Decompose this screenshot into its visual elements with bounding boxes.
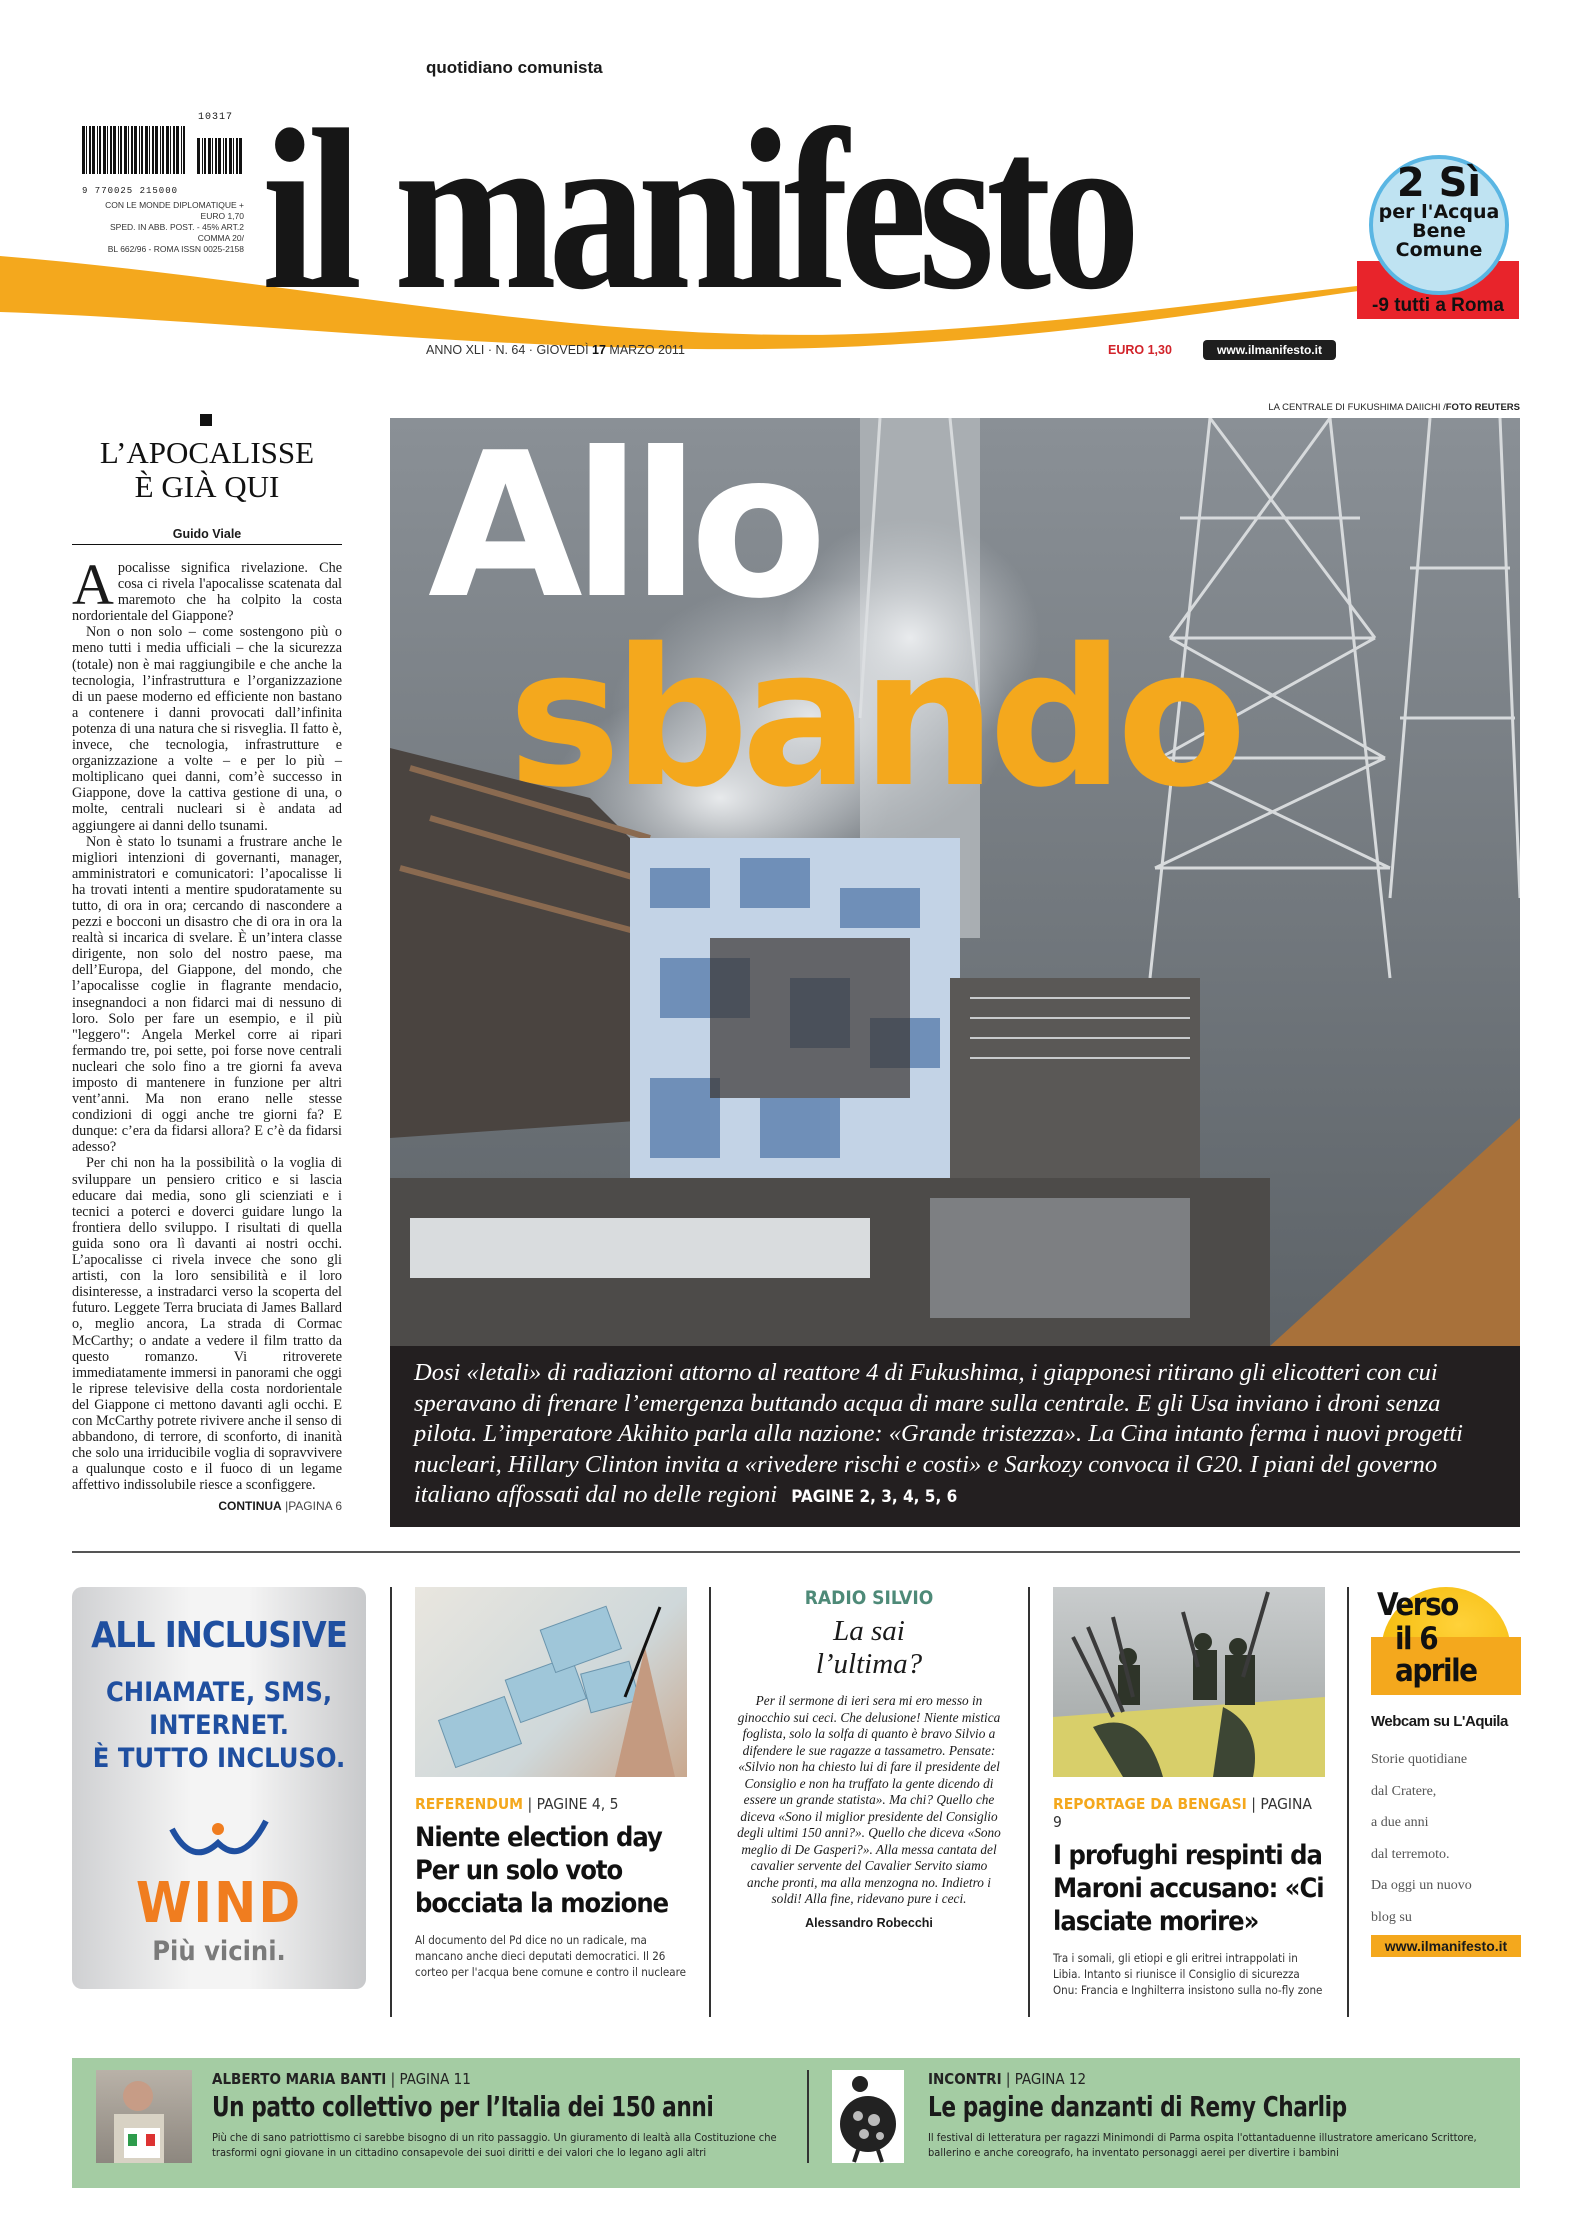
promo-line: Da oggi un nuovo <box>1371 1878 1472 1893</box>
barcode-bar <box>92 126 95 174</box>
tagline: quotidiano comunista <box>426 58 603 77</box>
divider <box>72 1551 1520 1553</box>
paragraph: Apocalisse significa rivelazione. Che cosa ci rivela l'apocalisse scatenata dal maremoto che ha colpito la costa nordorientale del Giappone? <box>72 552 342 625</box>
radio-silvio-column[interactable] <box>733 1587 1005 1930</box>
wind-advertisement[interactable] <box>72 1587 366 1989</box>
paragraph: Non o non solo – come sostengono più o meno tutti i media ufficiali – che la sicurezza (totale) non è mai raggiungibile e che anche la tecnologia, l’infrastruttura e l’organizzazione di un paese moderno ed efficiente non bastano a contenere i danni provocati dall’infinita potenza di una natura che si risveglia. Il fatto è, invece, che tecnologia, infrastrutture e organizzazione a volte – e per lo più – moltiplicano quei danni, com’è successo in Giappone, dove la cattiva gestione di una, o molte, centrali nucleari si è andata ad aggiungere ai danni dello tsunami. <box>72 624 342 834</box>
ballot-photo <box>415 1587 687 1777</box>
barcode-info-line: CON LE MONDE DIPLOMATIQUE + EURO 1,70 <box>105 200 244 221</box>
teaser[interactable]: ALBERTO MARIA BANTI | PAGINA 11 Un patto collettivo per l’Italia dei 150 anni Più che di sano patriottismo ci sarebbe bisogno di un rito passaggio. Un giuramento di lealtà alla Costituzione che trasformi ogni giovane in un cittadino consapevole dei suoi diritti e dei valori che lo legano agli altri <box>212 2070 797 2160</box>
barcode-addon-number: 10317 <box>198 112 234 123</box>
main-story-summary[interactable] <box>390 1346 1520 1527</box>
promo-subtitle: Webcam su L'Aquila <box>1371 1713 1508 1730</box>
column-title-line: l’ultima? <box>815 1648 923 1680</box>
barcode-bar <box>103 126 106 174</box>
barcode-bar <box>166 126 169 174</box>
barcode-icon <box>82 126 246 186</box>
editorial-author: Guido Viale <box>72 527 342 545</box>
story-headline: Niente election day Per un solo voto bocciata la mozione <box>415 1822 669 1919</box>
teaser-page: PAGINA 12 <box>1014 2070 1087 2088</box>
barcode-bar <box>170 126 171 174</box>
promo-url-link[interactable]: www.ilmanifesto.it <box>1371 1935 1521 1957</box>
teaser-headline: Un patto collettivo per l’Italia dei 150 anni <box>212 2090 714 2123</box>
editorial-title-line: È GIÀ QUI <box>134 469 280 504</box>
barcode-bar <box>134 126 137 174</box>
barcode-bar <box>118 126 119 174</box>
continue-label: CONTINUA <box>218 1499 282 1514</box>
barcode <box>82 126 246 186</box>
newspaper-logo: il manifesto <box>262 82 1132 337</box>
barcode-bar <box>141 126 143 174</box>
barcode-bar <box>149 126 150 174</box>
column-title <box>733 1615 1005 1681</box>
page-ref: PAGINE 4, 5 <box>536 1795 619 1813</box>
column-divider <box>709 1587 711 2017</box>
story-kicker: REFERENDUM | PAGINE 4, 5 <box>415 1795 619 1813</box>
barcode-bar <box>89 126 91 174</box>
teaser-summary: Il festival di letteratura per ragazzi Minimondi di Parma ospita l'ottantaduenne illustratore americano Scrittore, ballerino e anche coreografo, ha inventato personaggi aerei per divertire i bambini <box>928 2131 1477 2159</box>
person-photo <box>96 2070 192 2163</box>
photo-source: FOTO REUTERS <box>1445 402 1520 413</box>
bengasi-story[interactable] <box>1053 1587 1325 1998</box>
barcode-bar <box>145 126 148 174</box>
barcode-bar <box>204 138 206 174</box>
bottom-teasers <box>72 2058 1520 2188</box>
price: EURO 1,30 <box>1108 343 1172 357</box>
teaser-page: PAGINA 11 <box>399 2070 471 2088</box>
barcode-bar <box>183 126 185 174</box>
barcode-bar <box>128 126 129 174</box>
barcode-bar <box>181 126 182 174</box>
headline-sbando: sbando <box>508 608 1240 829</box>
kicker-label: REFERENDUM <box>415 1795 524 1813</box>
barcode-bar <box>197 138 200 174</box>
issue-info <box>426 342 685 358</box>
promo-title: il 6 aprile <box>1395 1621 1477 1689</box>
badge-line: Comune <box>1395 239 1483 261</box>
headline-allo: Allo <box>428 418 818 643</box>
referendum-badge <box>1357 151 1519 319</box>
teaser-kicker: INCONTRI <box>928 2070 1002 2088</box>
editorial-title-line: L’APOCALISSE <box>99 435 315 470</box>
banti-thumbnail <box>96 2070 192 2163</box>
issue-day: 17 <box>592 343 606 357</box>
barcode-bar <box>160 126 161 174</box>
promo-line: dal terremoto. <box>1371 1846 1450 1862</box>
story-kicker: REPORTAGE DA BENGASI | PAGINA 9 <box>1053 1795 1312 1831</box>
barcode-bar <box>110 126 112 174</box>
barcode-bar <box>155 126 158 174</box>
tank-photo <box>1053 1587 1325 1777</box>
promo-line: blog su <box>1371 1909 1412 1925</box>
dancer-illustration <box>832 2070 904 2163</box>
barcode-bar <box>162 126 164 174</box>
column-divider <box>1028 1587 1030 2017</box>
story-summary: Al documento del Pd dice no un radicale, ma mancano anche dieci deputati democratici. Il 26 corteo per l'acqua bene comune e contro il nucleare <box>415 1933 686 1979</box>
barcode-number: 9 770025 215000 <box>82 186 179 196</box>
column-divider <box>390 1587 392 2017</box>
promo-line: a due anni <box>1371 1815 1429 1830</box>
column-kicker: RADIO SILVIO <box>804 1587 934 1609</box>
barcode-bar <box>107 126 108 174</box>
barcode-bar <box>173 126 175 174</box>
teaser-divider <box>807 2070 809 2163</box>
barcode-info-line: BL 662/96 - ROMA ISSN 0025-2158 <box>107 244 244 254</box>
ad-headline: ALL INCLUSIVE <box>91 1615 347 1656</box>
promo-line: Storie quotidiane <box>1371 1752 1468 1767</box>
promo-title: Verso <box>1377 1587 1458 1623</box>
barcode-bar <box>229 138 232 174</box>
barcode-bar <box>208 138 211 174</box>
paragraph: Per chi non ha la possibilità o la voglia di sviluppare un pensiero critico e si lascia educare dai media, sono gli scienziati e i tecnici a poterci e doverci guidare lungo la frontiera dello sviluppo. I risultati di quella guida sono ora lì davanti ai nostri occhi. L’apocalisse ci rivela invece che sono gli artisti, con la loro sensibilità e il loro disinteresse, a instradarci verso la scoperta del futuro. Leggete Terra bruciata di James Ballard o, meglio ancora, La strada di Cormac McCarthy; o andate a vedere il film tratto da questo romanzo. Vi ritroverete immediatamente immersi in panorami che oggi le riprese televisive della costa nordorientale del Giappone ci mettono davanti agli occhi. E con McCarthy potrete rivivere anche il senso di abbandono, di terrore, di sconforto, di inanità che solo una irriducibile voglia di sopravvivere a qualunque costo e il fuoco di un legame affettivo indissolubile riesce a sconfiggere. <box>72 1155 342 1494</box>
section-marker <box>200 414 212 426</box>
issue-prefix: ANNO XLI · N. 64 · GIOVEDÌ <box>426 343 589 357</box>
barcode-bar <box>86 126 87 174</box>
barcode-bar <box>99 126 101 174</box>
barcode-bar <box>223 138 224 174</box>
wind-logo-icon <box>164 1815 274 1865</box>
ad-line: È TUTTO INCLUSO. <box>92 1743 346 1774</box>
column-body: Per il sermone di ieri sera mi ero messo in ginocchio sui ceci. Che delusione! Niente mistica foglista, solo la solfa di quanto è bravo Silvio a difendere le sue ragazze a tassametro. Pensate: «Silvio non ha chiesto lui di fare il presidente del Consiglio e non ha truffato la gente dicendo di essere un grande statista». Ma chi? Quello che diceva «Sono il miglior presidente del Consiglio degli ultimi 150 anni?». Quello che diceva «Sono meglio di De Gasperi?». Alla messa cantata del cavalier servente del Cavalier Servito siamo anche pronti, ma alla menzogna no. Indietro i soldi! Alla fine, ridevano pure i ceci. <box>737 1693 1001 1906</box>
promo-header <box>1371 1587 1521 1699</box>
barcode-bar <box>131 126 133 174</box>
barcode-info-line: SPED. IN ABB. POST. - 45% ART.2 COMMA 20/ <box>109 222 244 243</box>
paragraph: Non è stato lo tsunami a frustrare anche le migliori intenzioni di governanti, manager, amministratori e comunicatori: l’apocalisse li ha trovati intenti a mentire spudoratamente su tutto, di ora in ora; cercando di nascondere a pezzi e bocconi un disastro che di ora in ora la realtà si incarica di svelare. È un’intera classe dirigente, non solo del nostro paese, ma dell’Europa, del Giappone, del mondo, che l’apocalisse coglie in flagrante mendacio, insegnandoci a non fidarci mai di nessuno di loro. Solo per fare un esempio, e il più "leggero": Angela Merkel corre ai ripari fermando tre, poi sette, poi forse nove centrali nucleari che solo fino a tre giorni fa aveva imposto di mantenere in funzione per altri vent’anni. Ma non erano nelle stesse condizioni di oggi anche tre giorni fa? E dunque: c’era da fidarsi allora? E c’è da fidarsi adesso? <box>72 833 342 1156</box>
barcode-bar <box>212 138 213 174</box>
kicker-label: REPORTAGE DA BENGASI <box>1053 1795 1247 1813</box>
barcode-bar <box>82 126 85 174</box>
barcode-info <box>82 200 244 255</box>
ballots-image <box>415 1587 687 1777</box>
ad-slogan: Più vicini. <box>152 1936 286 1967</box>
barcode-bar <box>239 138 242 174</box>
teaser-kicker: ALBERTO MARIA BANTI <box>212 2070 387 2088</box>
ad-line: INTERNET. <box>149 1710 289 1741</box>
barcode-bar <box>218 138 221 174</box>
barcode-bar <box>120 126 122 174</box>
badge-circle <box>1369 155 1509 295</box>
column-title-line: La sai <box>833 1615 905 1647</box>
ad-brand: WIND <box>135 1871 303 1936</box>
ad-line: CHIAMATE, SMS, <box>105 1677 333 1708</box>
issue-month: MARZO 2011 <box>609 343 685 357</box>
badge-line: 2 Sì <box>1396 160 1482 206</box>
story-summary: Tra i somali, gli etiopi e gli eritrei intrappolati in Libia. Intanto si riunisce il Consiglio di sicurezza Onu: Francia e Inghilterra insistono sulla no-fly zone <box>1053 1951 1323 1997</box>
main-photo <box>390 418 1520 1346</box>
page-references: PAGINE 2, 3, 4, 5, 6 <box>791 1487 958 1507</box>
referendum-story[interactable] <box>415 1587 687 1980</box>
barcode-bar <box>233 138 234 174</box>
teaser-headline: Le pagine danzanti di Remy Charlip <box>928 2090 1347 2123</box>
barcode-bar <box>176 126 179 174</box>
editorial-title <box>72 436 342 504</box>
barcode-bar <box>225 138 227 174</box>
teaser[interactable]: INCONTRI | PAGINA 12 Le pagine danzanti di Remy Charlip Il festival di letteratura per ragazzi Minimondi di Parma ospita l'ottantaduenne illustratore americano Scrittore, ballerino e anche coreografo, ha inventato personaggi aerei per divertire i bambini <box>928 2070 1498 2160</box>
promo-line: dal Cratere, <box>1371 1783 1437 1799</box>
column-author: Alessandro Robecchi <box>805 1915 933 1930</box>
barcode-bar <box>113 126 116 174</box>
barcode-bar <box>202 138 203 174</box>
badge-line: Bene <box>1412 220 1466 242</box>
page-ref: PAGINA 9 <box>1053 1795 1312 1831</box>
barcode-bar <box>97 126 98 174</box>
photo-credit <box>1268 402 1520 413</box>
barcode-bar <box>236 138 238 174</box>
story-headline: I profughi respinti da Maroni accusano: «Ci lasciate morire» <box>1053 1840 1324 1937</box>
badge-footer: -9 tutti a Roma <box>1372 295 1504 316</box>
continue-page: PAGINA 6 <box>288 1499 342 1514</box>
barcode-bar <box>124 126 127 174</box>
column-divider <box>1347 1587 1349 2017</box>
badge-line: per l'Acqua <box>1378 201 1500 223</box>
barcode-bar <box>152 126 154 174</box>
photo-caption-label: LA CENTRALE DI FUKUSHIMA DAIICHI / <box>1268 402 1446 413</box>
summary-text: Dosi «letali» di radiazioni attorno al reattore 4 di Fukushima, i giapponesi ritirano gli elicotteri con cui speravano di frenare l’emergenza buttando acqua di mare sulla centrale. E gli Usa inviano i droni senza pilota. L’imperatore Akihito parla alla nazione: «Grande tristezza». La Cina intanto ferma i nuovi progetti nucleari, Hillary Clinton invita a «rivedere rischi e costi» e Sarkozy convoca il G20. I piani del governo italiano affossati dal no delle regioni <box>414 1359 1463 1508</box>
barcode-bar <box>139 126 140 174</box>
promo-text <box>1371 1744 1521 1933</box>
barcode-bar <box>215 138 217 174</box>
website-link[interactable]: www.ilmanifesto.it <box>1203 340 1336 360</box>
teaser-summary: Più che di sano patriottismo ci sarebbe bisogno di un rito passaggio. Un giuramento di lealtà alla Costituzione che trasformi ogni giovane in un cittadino consapevole dei suoi diritti e dei valori che lo legano agli altri <box>212 2131 777 2159</box>
editorial-body <box>72 552 342 1514</box>
continue-link[interactable]: CONTINUA |PAGINA 6 <box>218 1499 342 1514</box>
laquila-promo[interactable] <box>1371 1587 1521 1957</box>
charlip-thumbnail <box>832 2070 904 2163</box>
tank-image <box>1053 1587 1325 1777</box>
